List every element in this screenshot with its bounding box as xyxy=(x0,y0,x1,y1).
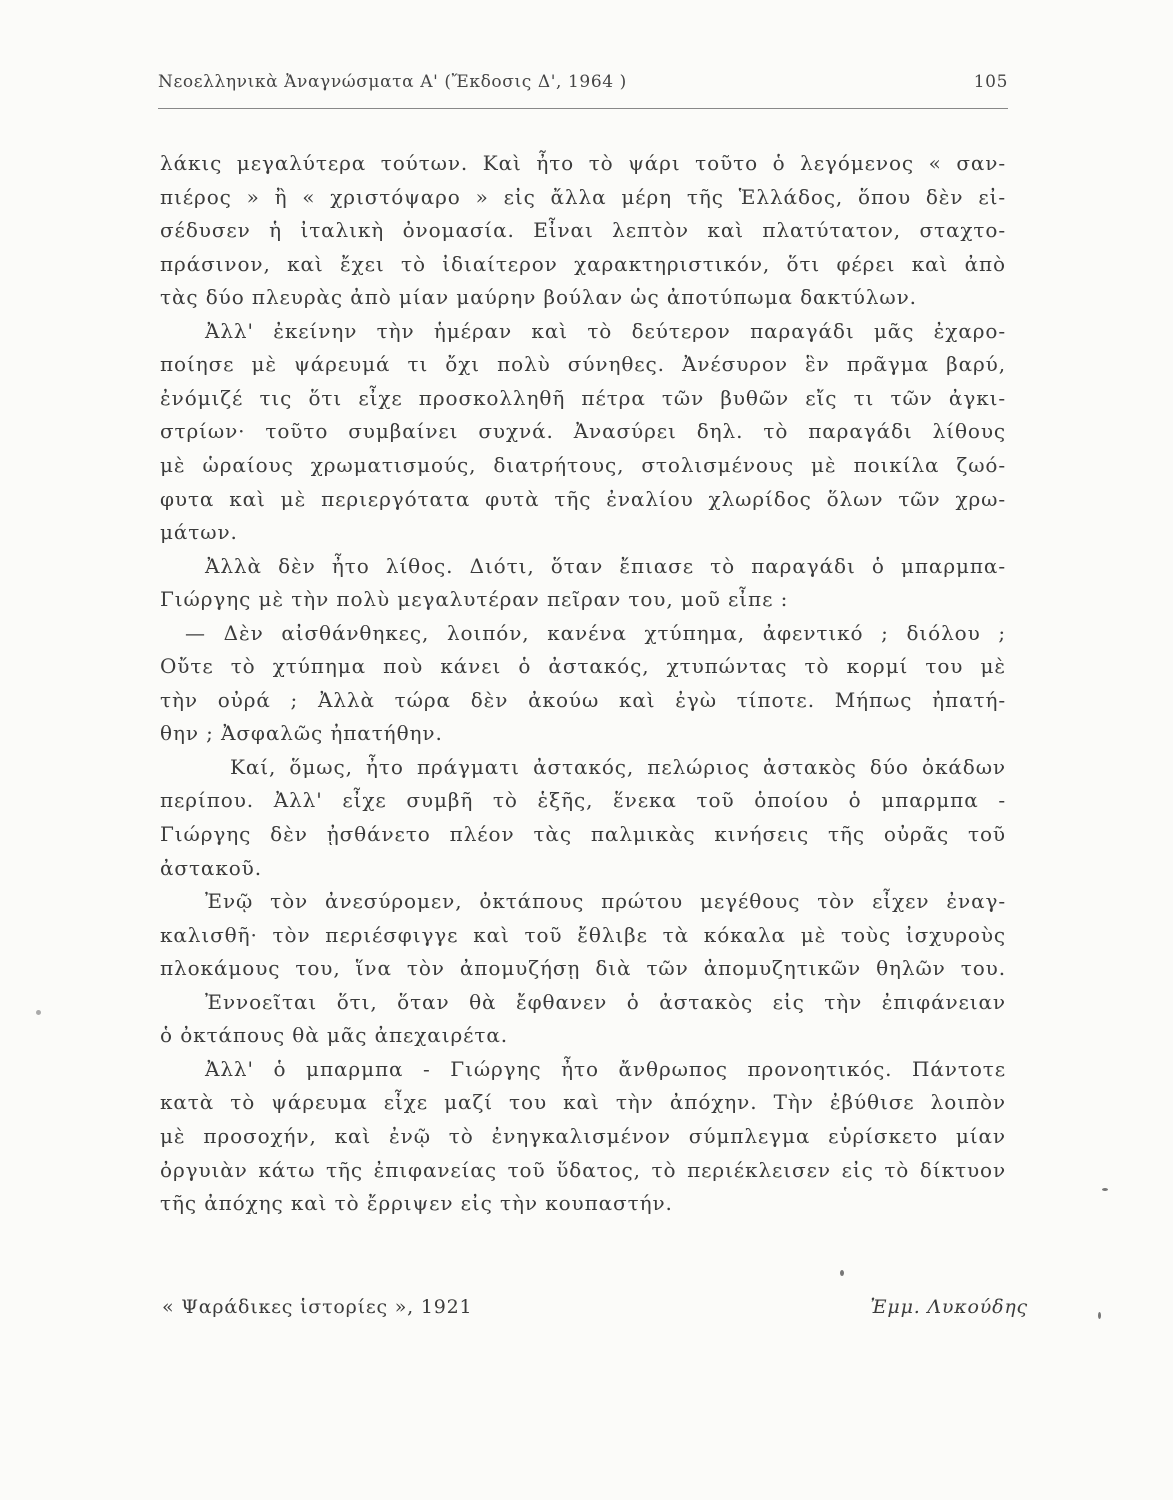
text-line: Ἐννοεῖται ὅτι, ὅταν θὰ ἔφθανεν ὁ ἀστακὸς εἰς τὴν ἐπιφάνειαν xyxy=(205,990,1006,1014)
text-line: ἐνόμιζέ τις ὅτι εἶχε προσκολληθῆ πέτρα τῶν βυθῶν εἴς τι τῶν ἀγκι- xyxy=(160,386,1006,410)
header-rule xyxy=(158,108,1008,109)
text-line: τὰς δύο πλευρὰς ἀπὸ μίαν μαύρην βούλαν ὡς ἀποτύπωμα δακτύλων. xyxy=(160,285,917,309)
text-line: — Δὲν αἰσθάνθηκες, λοιπόν, κανένα χτύπημα, ἀφεντικό ; διόλου ; xyxy=(185,621,1006,645)
text-line: περίπου. Ἀλλ' εἶχε συμβῆ τὸ ἑξῆς, ἕνεκα τοῦ ὁποίου ὁ μπαρμπα - xyxy=(160,788,1006,812)
text-line: Οὔτε τὸ χτύπημα ποὺ κάνει ὁ ἀστακός, χτυπώντας τὸ κορμί του μὲ xyxy=(160,654,1006,678)
running-header xyxy=(158,72,1008,92)
text-line: θην ; Ἀσφαλῶς ἠπατήθην. xyxy=(160,721,443,745)
text-line: Ἀλλὰ δὲν ἦτο λίθος. Διότι, ὅταν ἔπιασε τὸ παραγάδι ὁ μπαρμπα- xyxy=(205,554,1006,578)
text-line: στρίων· τοῦτο συμβαίνει συχνά. Ἀνασύρει δηλ. τὸ παραγάδι λίθους xyxy=(160,419,1006,443)
scan-speck xyxy=(840,1270,844,1276)
text-line: φυτα καὶ μὲ περιεργότατα φυτὰ τῆς ἐναλίου χλωρίδος ὅλων τῶν χρω- xyxy=(160,487,1006,511)
text-line: καλισθῆ· τὸν περιέσφιγγε καὶ τοῦ ἔθλιβε τὰ κόκαλα μὲ τοὺς ἰσχυροὺς xyxy=(160,923,1006,947)
text-line: ὀργυιὰν κάτω τῆς ἐπιφανείας τοῦ ὕδατος, τὸ περιέκλεισεν εἰς τὸ δίκτυον xyxy=(160,1158,1006,1182)
scan-speck xyxy=(1102,1188,1108,1191)
text-line: Ἀλλ' ὁ μπαρμπα - Γιώργης ἦτο ἄνθρωπος προνοητικός. Πάντοτε xyxy=(205,1057,1006,1081)
text-line: μὲ ὡραίους χρωματισμούς, διατρήτους, στολισμένους μὲ ποικίλα ζωό- xyxy=(160,453,1006,477)
scan-speck xyxy=(1098,1312,1101,1319)
text-line: πλοκάμους του, ἵνα τὸν ἀπομυζήσῃ διὰ τῶν ἀπομυζητικῶν θηλῶν του. xyxy=(160,956,1006,980)
text-line: ποίησε μὲ ψάρευμά τι ὄχι πολὺ σύνηθες. Ἀνέσυρον ἓν πρᾶγμα βαρύ, xyxy=(160,352,1006,376)
text-line: μὲ προσοχήν, καὶ ἐνῷ τὸ ἐνηγκαλισμένον σύμπλεγμα εὑρίσκετο μίαν xyxy=(160,1124,1006,1148)
scan-speck xyxy=(36,1010,41,1015)
text-line: Γιώργης δὲν ᾐσθάνετο πλέον τὰς παλμικὰς κινήσεις τῆς οὐρᾶς τοῦ xyxy=(160,822,1006,846)
text-line: Καί, ὅμως, ἦτο πράγματι ἀστακός, πελώριος ἀστακὸς δύο ὀκάδων xyxy=(230,755,1006,779)
author-signature: Ἐμμ. Λυκούδης xyxy=(870,1296,1028,1318)
page-number: 105 xyxy=(973,72,1008,92)
text-line: τὴν οὐρά ; Ἀλλὰ τώρα δὲν ἀκούω καὶ ἐγὼ τίποτε. Μήπως ἠπατή- xyxy=(160,688,1006,712)
text-line: λάκις μεγαλύτερα τούτων. Καὶ ἦτο τὸ ψάρι τοῦτο ὁ λεγόμενος « σαν- xyxy=(160,151,1006,175)
header-title: Νεοελληνικὰ Ἀναγνώσματα Α' (Ἔκδοσις Δ', 1964 ) xyxy=(158,72,627,92)
text-line: σέδυσεν ἡ ἰταλικὴ ὀνομασία. Εἶναι λεπτὸν καὶ πλατύτατον, σταχτο- xyxy=(160,218,1006,242)
text-line: ὁ ὀκτάπους θὰ μᾶς ἀπεχαιρέτα. xyxy=(160,1023,509,1047)
footer xyxy=(162,1296,1028,1318)
text-line: Γιώργης μὲ τὴν πολὺ μεγαλυτέραν πεῖραν του, μοῦ εἶπε : xyxy=(160,587,789,611)
text-line: ἀστακοῦ. xyxy=(160,856,262,880)
text-line: Ἐνῷ τὸν ἀνεσύρομεν, ὀκτάπους πρώτου μεγέθους τὸν εἶχεν ἐναγ- xyxy=(205,889,1006,913)
text-line: Ἀλλ' ἐκείνην τὴν ἡμέραν καὶ τὸ δεύτερον παραγάδι μᾶς ἐχαρο- xyxy=(205,319,1006,343)
text-line: μάτων. xyxy=(160,520,238,544)
text-line: πιέρος » ἢ « χριστόψαρο » εἰς ἄλλα μέρη τῆς Ἑλλάδος, ὅπου δὲν εἰ- xyxy=(160,185,1006,209)
text-line: τῆς ἀπόχης καὶ τὸ ἔρριψεν εἰς τὴν κουπαστήν. xyxy=(160,1191,673,1215)
text-line: πράσινον, καὶ ἔχει τὸ ἰδιαίτερον χαρακτηριστικόν, ὅτι φέρει καὶ ἀπὸ xyxy=(160,252,1006,276)
text-line: κατὰ τὸ ψάρευμα εἶχε μαζί του καὶ τὴν ἀπόχην. Τὴν ἐβύθισε λοιπὸν xyxy=(160,1090,1006,1114)
source-citation: « Ψαράδικες ἱστορίες », 1921 xyxy=(162,1296,473,1318)
